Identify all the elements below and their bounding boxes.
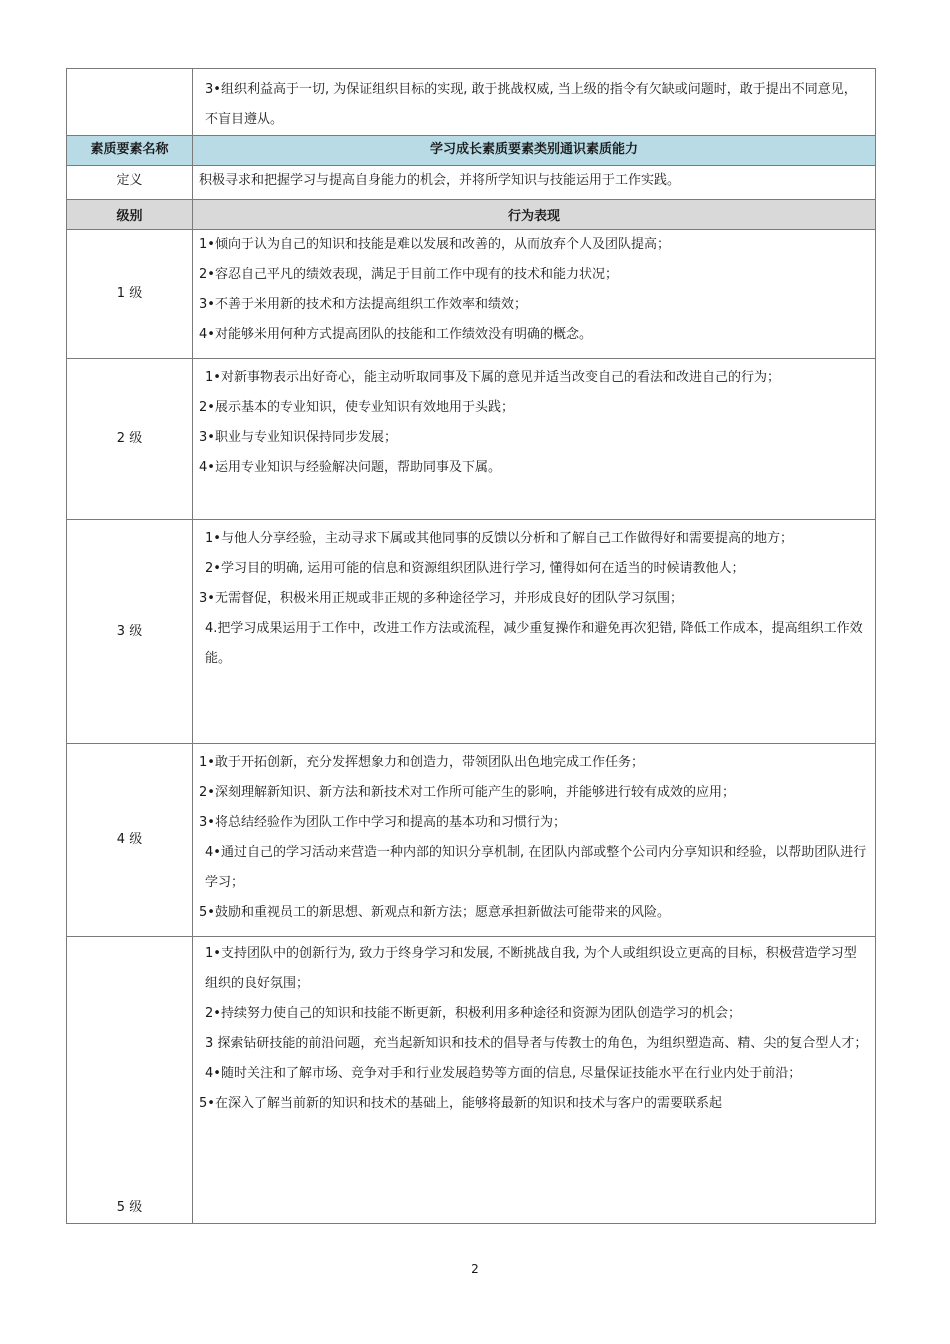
competency-table [66,68,876,1224]
behavior-item: 5•在深入了解当前新的知识和技术的基础上，能够将最新的知识和技术与客户的需要联系起 [199,1096,722,1111]
behavior-item: 3 探索钻研技能的前沿问题，充当起新知识和技术的倡导者与传教士的角色，为组织塑造高、精、尖的复合型人才； [205,1036,868,1051]
behavior-item: 3•不善于米用新的技术和方法提高组织工作效率和绩效； [199,297,527,312]
behavior-item: 4•通过自己的学习活动来营造一种内部的知识分享机制, 在团队内部或整个公司内分享知识和经验，以帮助团队进行学习； [205,845,867,890]
behavior-item: 2•持续努力使自己的知识和技能不断更新，积极利用多种途径和资源为团队创造学习的机会； [205,1006,741,1021]
top-empty-cell [67,69,193,136]
behavior-item: 2•容忍自己平凡的绩效表现，满足于目前工作中现有的技术和能力状况； [199,267,618,282]
element-name-value: 学习成长素质要素类别通识素质能力 [193,136,876,166]
behavior-item: 3•将总结经验作为团队工作中学习和提高的基本功和习惯行为； [199,815,566,830]
behavior-item: 4•对能够米用何种方式提高团队的技能和工作绩效没有明确的概念。 [199,327,592,342]
level-row [67,744,876,937]
behavior-item: 1•对新事物表示出好奇心，能主动听取同事及下属的意见并适当改变自己的看法和改进自己的行为； [205,370,780,385]
level-label: 4 级 [67,744,193,937]
behavior-item: 2•学习目的明确, 运用可能的信息和资源组织团队进行学习, 懂得如何在适当的时候请教他人； [205,561,745,576]
level-row [67,230,876,359]
level-behaviors [193,230,876,359]
definition-row [67,166,876,200]
behavior-item: 3•职业与专业知识保持同步发展； [199,430,397,445]
level-label: 3 级 [67,520,193,744]
level-label: 2 级 [67,359,193,520]
level-label: 5 级 [67,937,193,1224]
level-label: 1 级 [67,230,193,359]
level-row [67,937,876,1224]
behavior-item: 3•无需督促，积极米用正规或非正规的多种途径学习，并形成良好的团队学习氛围； [199,591,683,606]
behavior-column-header: 行为表现 [193,200,876,230]
behavior-item: 5•鼓励和重视员工的新思想、新观点和新方法；愿意承担新做法可能带来的风险。 [199,905,670,920]
behavior-item: 2•深刻理解新知识、新方法和新技术对工作所可能产生的影响，并能够进行较有成效的应用； [199,785,735,800]
definition-label: 定义 [67,166,193,200]
behavior-item: 4.把学习成果运用于工作中，改进工作方法或流程，减少重复操作和避免再次犯错, 降低工作成本，提高组织工作效能。 [205,621,863,666]
top-content-cell [193,69,876,136]
behavior-item: 4•随时关注和了解市场、竞争对手和行业发展趋势等方面的信息, 尽量保证技能水平在行业内处于前沿； [205,1066,802,1081]
behavior-item: 4•运用专业知识与经验解决问题，帮助同事及下属。 [199,460,501,475]
level-behaviors [193,520,876,744]
behavior-item: 1•倾向于认为自己的知识和技能是难以发展和改善的，从而放弃个人及团队提高； [199,237,670,252]
behavior-item: 1•与他人分享经验，主动寻求下属或其他同事的反馈以分析和了解自己工作做得好和需要提高的地方； [205,531,793,546]
behavior-item: 1•敢于开拓创新，充分发挥想象力和创造力，带领团队出色地完成工作任务； [199,755,644,770]
level-behaviors [193,744,876,937]
top-continuation-row [67,69,876,136]
column-header-row [67,200,876,230]
top-row-text: 3•组织利益高于一切, 为保证组织目标的实现, 敢于挑战权威, 当上级的指令有欠缺或问题时，敢于提出不同意见，不盲目遵从。 [205,82,857,127]
behavior-item: 1•支持团队中的创新行为, 致力于终身学习和发展, 不断挑战自我, 为个人或组织设立更高的目标，积极营造学习型组织的良好氛围； [205,946,857,991]
level-column-header: 级别 [67,200,193,230]
page-number: 2 [471,1262,479,1276]
level-behaviors [193,359,876,520]
level-row [67,520,876,744]
header-row [67,136,876,166]
level-behaviors [193,937,876,1224]
definition-text: 积极寻求和把握学习与提高自身能力的机会，并将所学知识与技能运用于工作实践。 [193,166,876,200]
element-name-label: 素质要素名称 [67,136,193,166]
behavior-item: 2•展示基本的专业知识，使专业知识有效地用于头践； [199,400,514,415]
level-row [67,359,876,520]
